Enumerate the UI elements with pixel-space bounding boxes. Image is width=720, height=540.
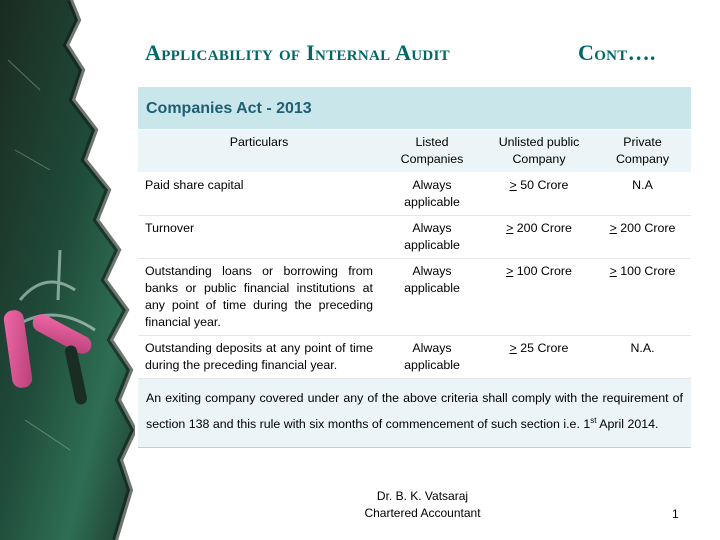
header-private: Private Company bbox=[594, 130, 691, 173]
table-row bbox=[138, 336, 691, 379]
applicability-table bbox=[138, 87, 691, 448]
gte-symbol: > bbox=[609, 264, 617, 278]
row-private bbox=[594, 259, 691, 336]
row-listed: Always applicable bbox=[380, 336, 484, 379]
column-header-row bbox=[138, 130, 691, 173]
row-private bbox=[594, 173, 691, 216]
row-unlisted bbox=[484, 336, 594, 379]
row-particular: Paid share capital bbox=[138, 173, 380, 216]
row-particular: Outstanding loans or borrowing from banks or public financial institutions at any point of time during the preceding financial year. bbox=[138, 259, 380, 336]
author-title: Chartered Accountant bbox=[364, 506, 481, 520]
header-listed: Listed Companies bbox=[380, 130, 484, 173]
private-value: 200 Crore bbox=[616, 221, 676, 235]
title-main: Applicability of Internal Audit bbox=[145, 40, 450, 65]
title-continued: Cont…. bbox=[578, 40, 656, 65]
gte-symbol: > bbox=[609, 221, 617, 235]
note-row bbox=[138, 379, 691, 448]
unlisted-value: 200 Crore bbox=[513, 221, 572, 235]
private-value: N.A bbox=[632, 178, 653, 192]
unlisted-value: 50 Crore bbox=[516, 178, 569, 192]
table-row bbox=[138, 259, 691, 336]
slide-title bbox=[145, 40, 705, 70]
note-text: An exiting company covered under any of the above criteria shall comply with the requirement of section 138 and this rule with six months of commencement of such section i.e. 1 bbox=[146, 391, 683, 431]
header-unlisted: Unlisted public Company bbox=[484, 130, 594, 173]
row-listed: Always applicable bbox=[380, 216, 484, 259]
row-unlisted bbox=[484, 173, 594, 216]
gte-symbol: > bbox=[506, 264, 514, 278]
note-superscript: st bbox=[590, 415, 597, 425]
note-text-end: April 2014. bbox=[596, 417, 659, 431]
table-row bbox=[138, 216, 691, 259]
gte-symbol: > bbox=[506, 221, 514, 235]
row-particular: Turnover bbox=[138, 216, 380, 259]
row-unlisted bbox=[484, 259, 594, 336]
row-private bbox=[594, 336, 691, 379]
header-particulars: Particulars bbox=[138, 130, 380, 173]
compliance-note bbox=[138, 379, 691, 448]
table-heading: Companies Act - 2013 bbox=[138, 87, 691, 130]
unlisted-value: 25 Crore bbox=[516, 341, 569, 355]
unlisted-value: 100 Crore bbox=[513, 264, 572, 278]
row-private bbox=[594, 216, 691, 259]
table-heading-row bbox=[138, 87, 691, 130]
author-footer bbox=[340, 488, 505, 522]
row-unlisted bbox=[484, 216, 594, 259]
table-row bbox=[138, 173, 691, 216]
row-particular: Outstanding deposits at any point of time during the preceding financial year. bbox=[138, 336, 380, 379]
row-listed: Always applicable bbox=[380, 259, 484, 336]
row-listed: Always applicable bbox=[380, 173, 484, 216]
gte-symbol: > bbox=[509, 178, 517, 192]
chalkboard-background-art bbox=[0, 0, 135, 540]
page-number: 1 bbox=[672, 507, 679, 521]
gte-symbol: > bbox=[509, 341, 517, 355]
private-value: 100 Crore bbox=[616, 264, 676, 278]
private-value: N.A. bbox=[630, 341, 655, 355]
author-name: Dr. B. K. Vatsaraj bbox=[376, 489, 469, 503]
